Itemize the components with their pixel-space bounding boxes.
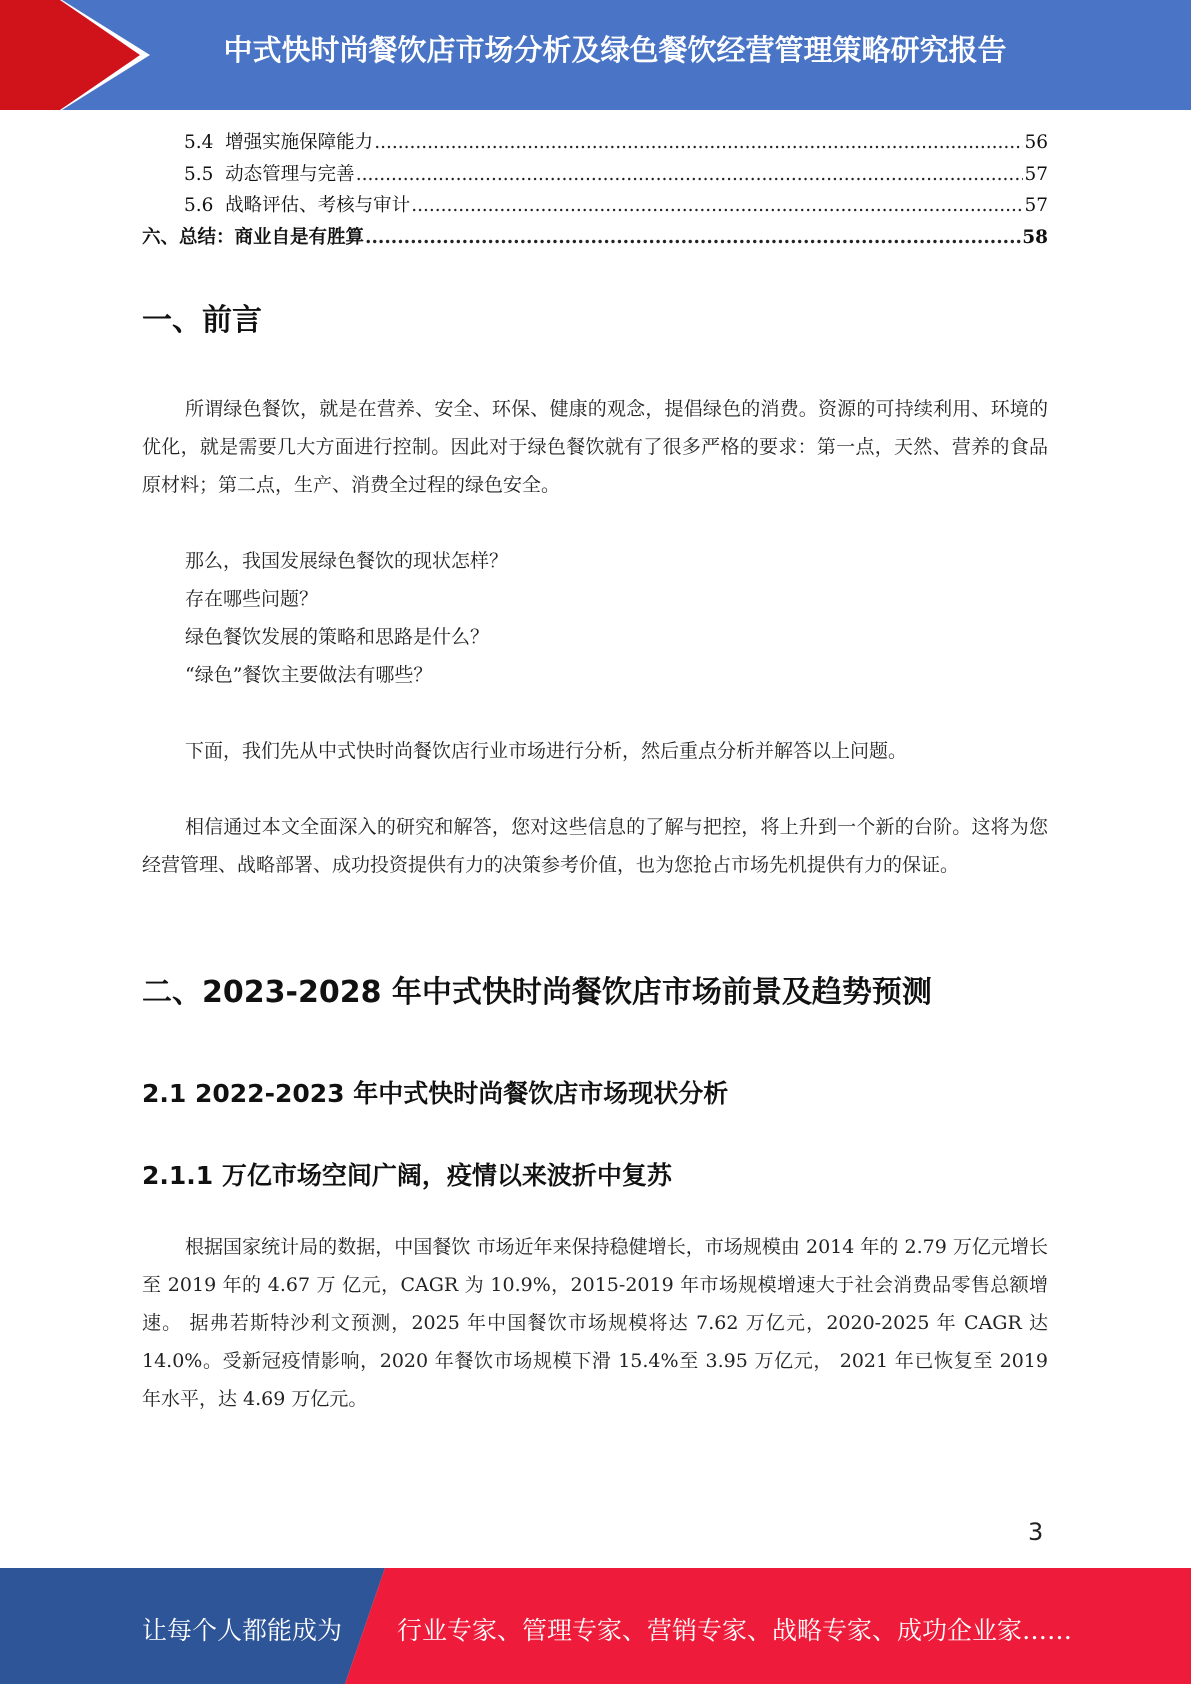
toc-dot-leader <box>411 195 1023 216</box>
toc-entry[interactable] <box>142 160 1048 192</box>
toc-dot-leader <box>365 227 1021 248</box>
toc-entry-label: 5.4 增强实施保障能力 <box>184 132 374 153</box>
toc-dot-leader <box>356 164 1024 185</box>
section-heading: 二、2023-2028 年中式快时尚餐饮店市场前景及趋势预测 <box>142 975 932 1010</box>
paragraph: 所谓绿色餐饮，就是在营养、安全、环保、健康的观念，提倡绿色的消费。资源的可持续利用、环境的优化，就是需要几大方面进行控制。因此对于绿色餐饮就有了很多严格的要求：第一点，天然、营养的食品原材料；第二点，生产、消费全过程的绿色安全。 <box>142 398 1048 496</box>
toc-entry-label: 六、总结：商业自是有胜算 <box>142 226 365 248</box>
toc-entry-page: 57 <box>1024 195 1048 216</box>
toc-dot-leader <box>374 132 1023 153</box>
toc-entry[interactable] <box>142 191 1048 223</box>
toc-entry-page: 57 <box>1024 163 1048 185</box>
subsection-heading: 2.1.1 万亿市场空间广阔，疫情以来波折中复苏 <box>142 1161 672 1190</box>
footer-slogan-right: 行业专家、管理专家、营销专家、战略专家、成功企业家…… <box>397 1616 1073 1645</box>
toc-entry-label: 5.5 动态管理与完善 <box>184 163 355 185</box>
toc-entry[interactable] <box>142 223 1048 255</box>
question-line: 绿色餐饮发展的策略和思路是什么？ <box>185 626 490 648</box>
table-of-contents <box>142 128 1048 254</box>
toc-entry-label: 5.6 战略评估、考核与审计 <box>184 195 411 216</box>
footer-slogan-left: 让每个人都能成为 <box>142 1616 343 1645</box>
header-arrow-decoration <box>0 0 150 110</box>
paragraph: 相信通过本文全面深入的研究和解答，您对这些信息的了解与把控，将上升到一个新的台阶。这将为您经营管理、战略部署、成功投资提供有力的决策参考价值，也为您抢占市场先机提供有力的保证。 <box>142 816 1048 876</box>
page-number: 3 <box>1028 1518 1044 1546</box>
toc-entry-page: 58 <box>1022 226 1048 248</box>
paragraph: 下面，我们先从中式快时尚餐饮店行业市场进行分析，然后重点分析并解答以上问题。 <box>185 740 908 762</box>
question-line: 存在哪些问题？ <box>185 588 319 610</box>
section-heading: 一、前言 <box>142 303 262 338</box>
toc-entry[interactable] <box>142 128 1048 160</box>
toc-entry-page: 56 <box>1024 132 1048 153</box>
report-title: 中式快时尚餐饮店市场分析及绿色餐饮经营管理策略研究报告 <box>223 33 1007 67</box>
subsection-heading: 2.1 2022-2023 年中式快时尚餐饮店市场现状分析 <box>142 1079 729 1108</box>
paragraph: 根据国家统计局的数据，中国餐饮 市场近年来保持稳健增长，市场规模由 2014 年的 2.79 万亿元增长至 2019 年的 4.67 万 亿元，CAGR 为 10.9%，2015-2019 年市场规模增速大于社会消费品零售总额增速。 据弗若斯特沙利文预测，2025 年中国餐饮市场规模将达 7.62 万亿元，2020-2025 年 CAGR 达 14.0%。受新冠疫情影响，2020 年餐饮市场规模下滑 15.4%至 3.95 万亿元， 2021 年已恢复至 2019 年水平，达 4.69 万亿元。 <box>142 1236 1048 1410</box>
question-line: “绿色”餐饮主要做法有哪些？ <box>185 664 433 686</box>
question-line: 那么，我国发展绿色餐饮的现状怎样？ <box>185 550 509 572</box>
page-header <box>0 0 1191 110</box>
